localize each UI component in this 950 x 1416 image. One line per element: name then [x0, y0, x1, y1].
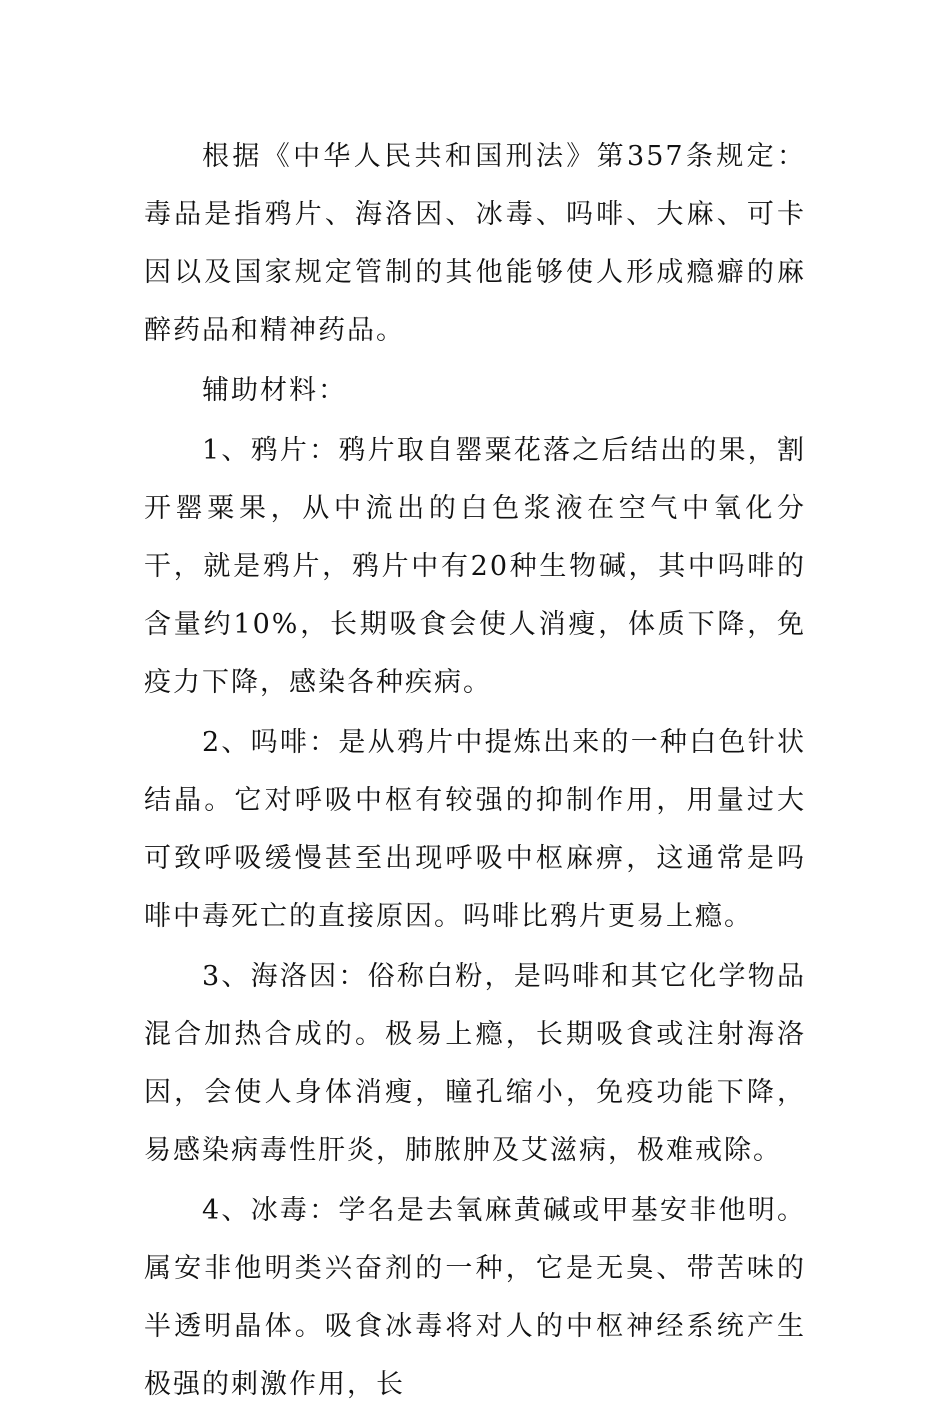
paragraph-definition: 根据《中华人民共和国刑法》第357条规定：毒品是指鸦片、海洛因、冰毒、吗啡、大麻、可卡因以及国家规定管制的其他能够使人形成瘾癖的麻醉药品和精神药品。	[144, 141, 806, 346]
paragraph-opium: 1、鸦片：鸦片取自罂粟花落之后结出的果，割开罂粟果，从中流出的白色浆液在空气中氧化分干，就是鸦片，鸦片中有20种生物碱，其中吗啡的含量约10%，长期吸食会使人消瘦，体质下降，免疫力下降，感染各种疾病。	[144, 435, 806, 698]
paragraph-morphine: 2、吗啡：是从鸦片中提炼出来的一种白色针状结晶。它对呼吸中枢有较强的抑制作用，用量过大可致呼吸缓慢甚至出现呼吸中枢麻痹，这通常是吗啡中毒死亡的直接原因。吗啡比鸦片更易上瘾。	[144, 727, 806, 932]
paragraph-methamphetamine: 4、冰毒：学名是去氧麻黄碱或甲基安非他明。属安非他明类兴奋剂的一种，它是无臭、带苦味的半透明晶体。吸食冰毒将对人的中枢神经系统产生极强的刺激作用，长	[144, 1195, 806, 1400]
paragraph-supplementary-heading: 辅助材料：	[202, 375, 347, 406]
document-body	[144, 128, 806, 1416]
paragraph-heroin: 3、海洛因：俗称白粉，是吗啡和其它化学物品混合加热合成的。极易上瘾，长期吸食或注射海洛因，会使人身体消瘦，瞳孔缩小，免疫功能下降，易感染病毒性肝炎，肺脓肿及艾滋病，极难戒除。	[144, 961, 806, 1166]
